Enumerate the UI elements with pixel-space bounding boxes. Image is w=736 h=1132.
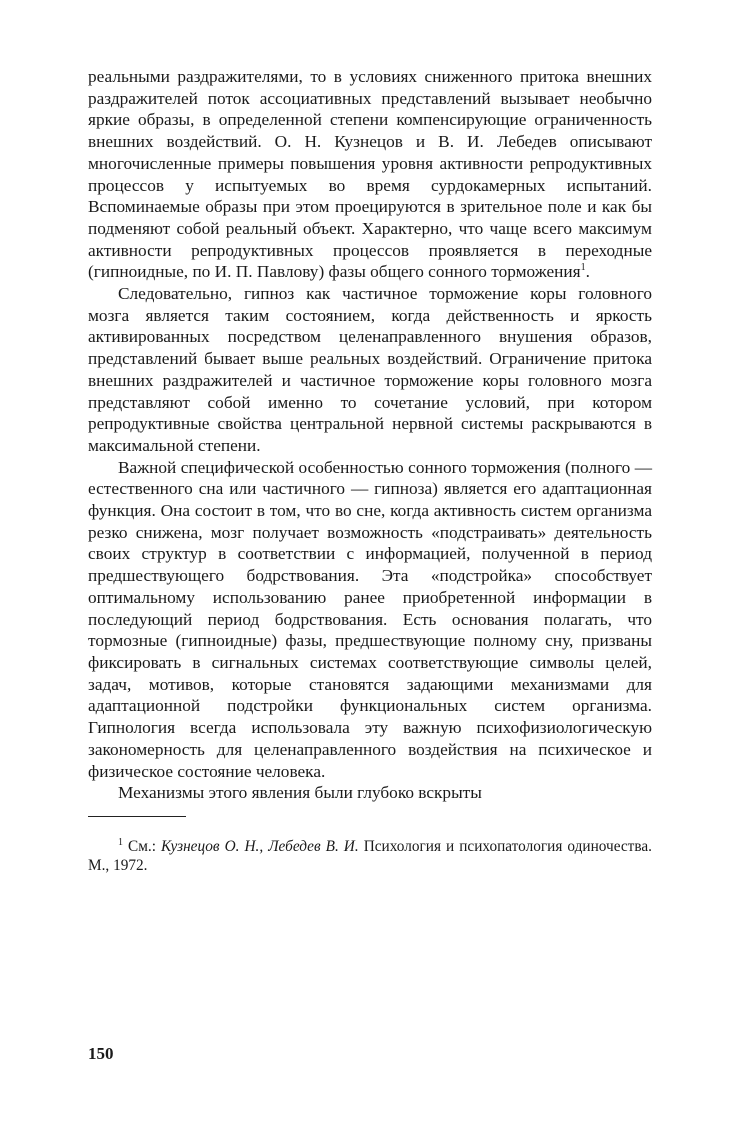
footnote-marker: 1 [118, 836, 123, 848]
paragraph-3: Важной специфической особенностью сонного торможения (полного — естественного сна или частичного — гипноза) является его адаптационная функция. Она состоит в том, что во сне, когда активность систем организма резко снижена, мозг получает возможность «подстраивать» деятельность своих структур в соответствии с информацией, полученной в период предшествующего бодрствования. Эта «подстройка» способствует оптимальному использованию ранее приобретенной информации в последующий период бодрствования. Есть основания полагать, что тормозные (гипноидные) фазы, предшествующие полному сну, призваны фиксировать в сигнальных системах соответствующие символы целей, задач, мотивов, которые становятся задающими механизмами для адаптационной подстройки функциональных систем организма. Гипнология всегда использовала эту важную психофизиологическую закономерность для целенаправленного воздействия на психическое и физическое состояние человека. [88, 457, 652, 781]
footnote-authors: Кузнецов О. Н., Лебедев В. И. [161, 837, 359, 855]
footnote-source: Психология и психопатология одиночества. М., 1972. [88, 837, 652, 874]
paragraph-2: Следовательно, гипноз как частичное торможение коры головного мозга является таким состоянием, когда действенность и яркость активированных посредством целенаправленного внушения образов, представлений бывает выше реальных воздействий. Ограничение притока внешних раздражителей и частичное торможение коры головного мозга представляют собой именно то сочетание условий, при котором репродуктивные свойства центральной нервной системы раскрываются в максимальной степени. [88, 284, 652, 455]
paragraph-1-tail: . [585, 262, 590, 282]
footnote [88, 837, 652, 875]
paragraph-1-text: реальными раздражителями, то в условиях сниженного притока внешних раздражителей поток ассоциативных представлений вызывает необычно яркие образы, в определенной степени компенсирующие ограниченность внешних воздействий. О. Н. Кузнецов и В. И. Лебедев описывают многочисленные примеры повышения уровня активности репродуктивных процессов у испытуемых во время сурдокамерных испытаний. Вспоминаемые образы при этом проецируются в зрительное поле и как бы подменяют собой реальный объект. Характерно, что чаще всего максимум активности репродуктивных процессов проявляется в переходные (гипноидные, по И. П. Павлову) фазы общего сонного торможения [88, 67, 652, 282]
footnote-reference[interactable]: 1 [580, 262, 586, 274]
page-number: 150 [88, 1044, 114, 1063]
page-body [88, 66, 652, 875]
footnote-divider [88, 816, 186, 817]
paragraph-1 [88, 66, 652, 283]
paragraph-4: Механизмы этого явления были глубоко вскрыты [118, 783, 482, 803]
footnote-prefix: См.: [128, 837, 162, 855]
